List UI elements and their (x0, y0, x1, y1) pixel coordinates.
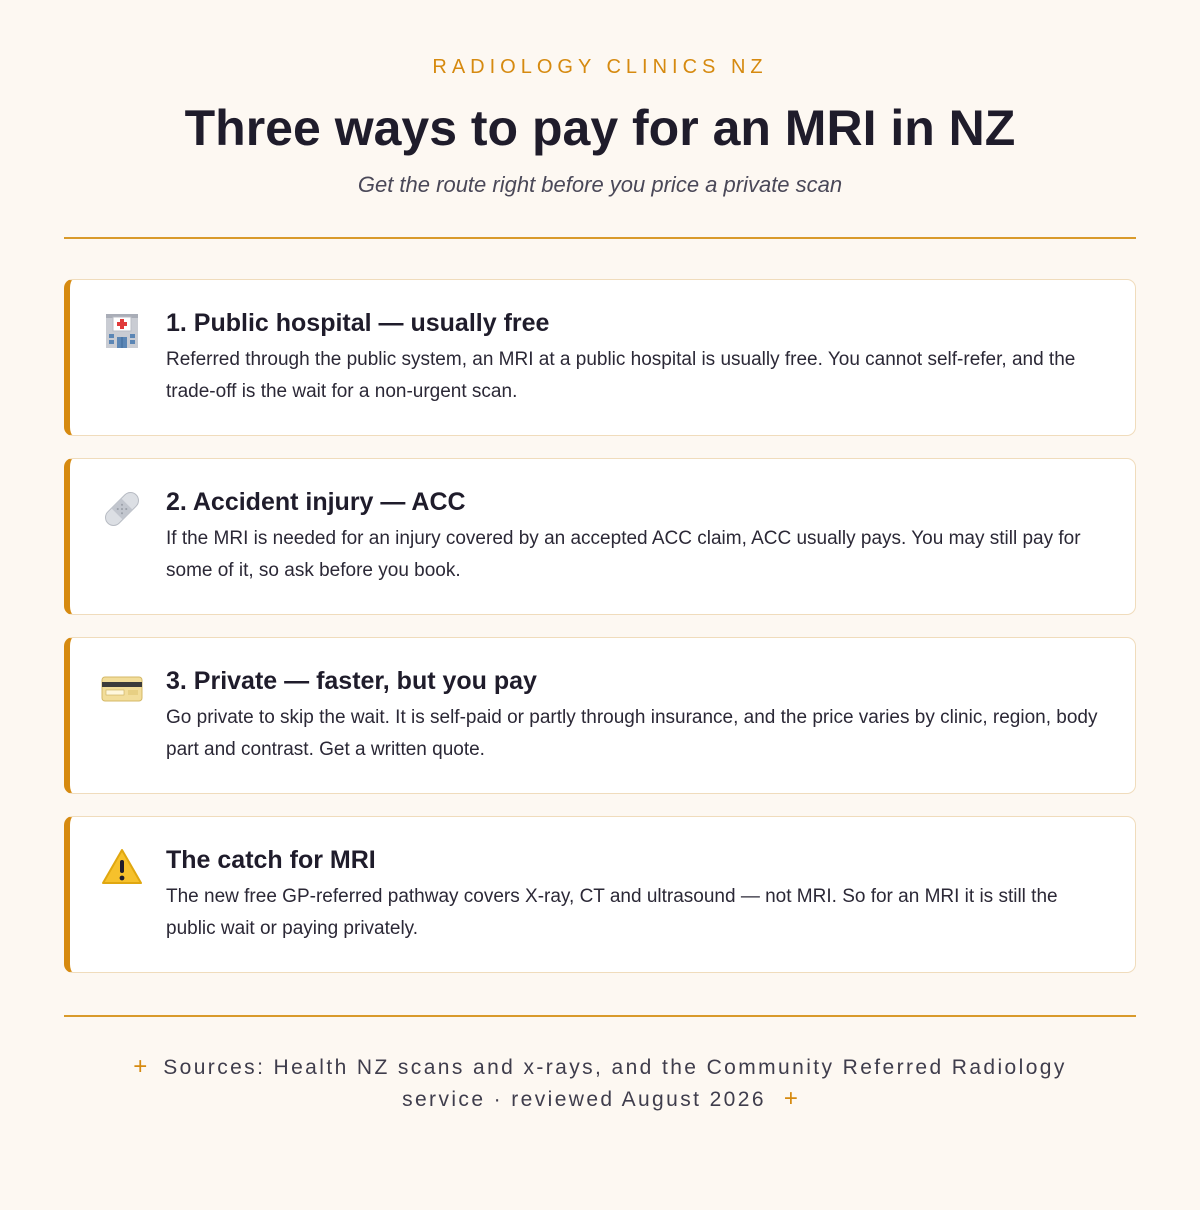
sources-footer (90, 1051, 1110, 1115)
top-divider (64, 237, 1136, 239)
plus-icon: + (783, 1085, 798, 1112)
card-private (64, 637, 1136, 794)
card-title: 2. Accident injury — ACC (166, 488, 466, 516)
card-body: Referred through the public system, an MRI at a public hospital is usually free. You cannot self-refer, and the trade-off is the wait for a non-urgent scan. (166, 349, 1076, 402)
warning-icon (100, 845, 144, 889)
credit-card-icon (100, 666, 144, 710)
card-title: 1. Public hospital — usually free (166, 309, 550, 337)
card-title: 3. Private — faster, but you pay (166, 667, 537, 695)
card-title: The catch for MRI (166, 846, 376, 874)
payment-options-list (64, 279, 1136, 995)
sources-text: Sources: Health NZ scans and x-rays, and the Community Referred Radiology service · reviewed August 2026 (163, 1056, 1067, 1111)
hospital-icon (100, 308, 144, 352)
card-public-hospital (64, 279, 1136, 436)
card-mri-catch (64, 816, 1136, 973)
page-subtitle: Get the route right before you price a private scan (357, 172, 843, 197)
bandage-icon (100, 487, 144, 531)
card-body: If the MRI is needed for an injury covered by an accepted ACC claim, ACC usually pays. You may still pay for some of it, so ask before you book. (166, 528, 1081, 581)
brand-eyebrow: RADIOLOGY CLINICS NZ (432, 56, 768, 78)
card-body: Go private to skip the wait. It is self-paid or partly through insurance, and the price varies by clinic, region, body part and contrast. Get a written quote. (166, 707, 1098, 760)
card-body: The new free GP-referred pathway covers X-ray, CT and ultrasound — not MRI. So for an MRI it is still the public wait or paying privately. (166, 886, 1058, 939)
bottom-divider (64, 1015, 1136, 1017)
card-accident-injury (64, 458, 1136, 615)
plus-icon: + (133, 1053, 148, 1080)
page-title: Three ways to pay for an MRI in NZ (184, 100, 1016, 156)
